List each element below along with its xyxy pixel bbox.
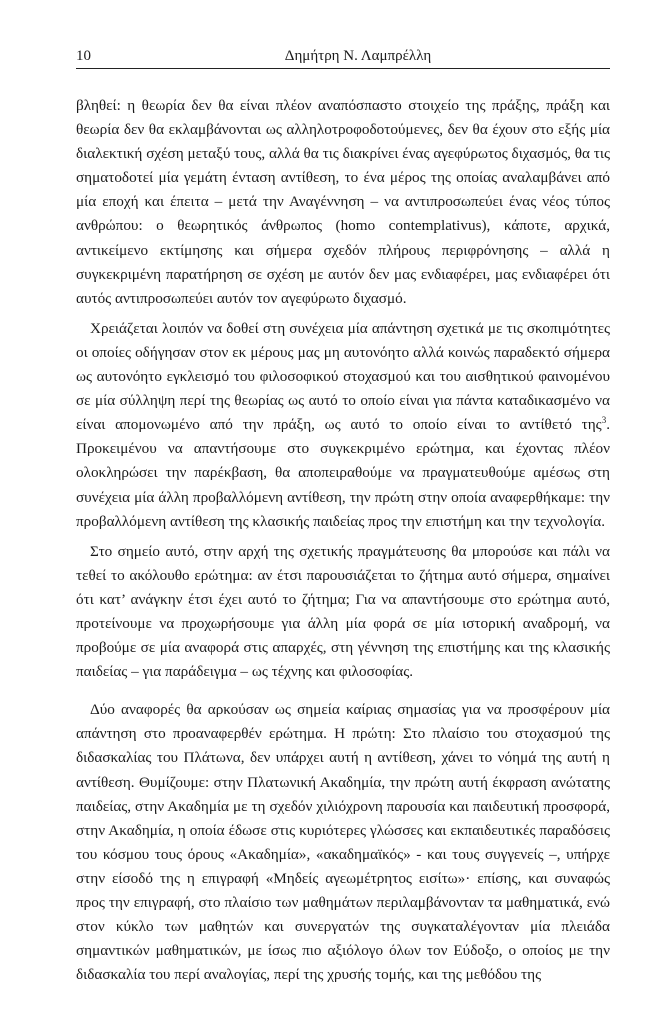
paragraph-4: Δύο αναφορές θα αρκούσαν ως σημεία καίριας σημασίας για να προσφέρουν μία απάντηση στο προαναφερθέν ερώτημα. Η πρώτη: Στο πλαίσιο του στοχασμού της διδασκαλίας του Πλάτωνα, δεν υπάρχει αυτή η αντίθεση, χάνει το νόημά της αυτή η αντίθεση. Θυμίζουμε: στην Πλατωνική Ακαδημία, την πρώτη αυτή έκφραση ανώτατης παιδείας, στην Ακαδημία με τη σχεδόν χιλιόχρονη παρουσία και παιδευτική προσφορά, στην Ακαδημία, η οποία έδωσε στις κυριότερες γλώσσες και εκπαιδευτικές παραδόσεις του κόσμου τους όρους «Ακαδημία», «ακαδημαϊκός» - και τους συγγενείς –, υπήρχε στην είσοδό της η επιγραφή «Μηδείς αγεωμέτρητος εισίτω»· επίσης, και συναφώς προς την επιγραφή, στο πλαίσιο των μαθημάτων περιλαμβάνονταν τα μαθηματικά, ενώ στον κύκλο των μαθητών και συνεργατών της συγκαταλέγονταν μία πλειάδα σημαντικών μαθηματικών, με ίσως πιο αξιόλογο όλων τον Εύδοξο, ο οποίος με την διδασκαλία του περί αναλογίας, περί της χρυσής τομής, και της μεθόδου της: [76, 701, 610, 984]
header-author-name: Δημήτρη Ν. Λαμπρέλλη: [284, 48, 432, 64]
page-number: 10: [76, 48, 91, 64]
paragraph-2: [76, 317, 610, 534]
paragraph-1: βληθεί: η θεωρία δεν θα είναι πλέον αναπόσπαστο στοιχείο της πράξης, πράξη και θεωρία δεν θα εκλαμβάνονται ως αλληλοτροφοδοτούμενες, δεν θα έχουν στο εξής μία διαλεκτική σχέση μεταξύ τους, αλλά θα τις διακρίνει ένας αγεφύρωτος διχασμός, θα τις σηματοδοτεί μία γεμάτη ένταση αντίθεση, το ένα μέρος της οποίας αναλαμβάνει από μία εποχή και έπειτα – μετά την Αναγέννηση – να αντιπροσωπεύει ένας νέος τύπος ανθρώπου: ο θεωρητικός άνθρωπος (homo contemplativus), κάποτε, αρχικά, αντικείμενο εκτίμησης και σήμερα σχεδόν πλήρους περιφρόνησης – αλλά η συγκεκριμένη παρατήρηση σε σχέση με αυτόν δεν μας ενδιαφέρει, μας ενδιαφέρει ότι αυτός αντιπροσωπεύει αυτόν τον αγεφύρωτο διχασμό.: [76, 97, 610, 307]
body-text: [76, 94, 610, 987]
paragraph-3: Στο σημείο αυτό, στην αρχή της σχετικής πραγμάτευσης θα μπορούσε και πάλι να τεθεί το ακόλουθο ερώτημα: αν έτσι παρουσιάζεται το ζήτημα αυτό σήμερα, σημαίνει ότι κατ’ ανάγκην έτσι έχει αυτό το ζήτημα; Για να απαντήσουμε στο ερώτημα αυτό, προτείνουμε να προχωρήσουμε για άλλη μία φορά σε μία ιστορική αναδρομή, να προβούμε σε μία αναφορά στις απαρχές, στη γέννηση της επιστήμης και της κλασικής παιδείας – για παράδειγμα – ως τέχνης και φιλοσοφίας.: [76, 542, 610, 681]
footnote-marker: 3: [601, 415, 607, 426]
paragraph-2-text: Χρειάζεται λοιπόν να δοθεί στη συνέχεια μία απάντηση σχετικά με τις σκοπιμότητες οι οποίες οδήγησαν στον εκ μέρους μας μη αυτονόητο αλλά κοινώς παραδεκτό σήμερα ως αυτονόητο εγκλεισμό του φιλοσοφικού στοχασμού και του αισθητικού φαινομένου σε μία σύλληψη περί της θεωρίας ως αυτό το οποίο είναι για πάντα καταδικασμένο να είναι απομονωμένο από την πράξη, ως αυτό το οποίο είναι το αντίθετό της: [76, 319, 610, 434]
running-header: [76, 46, 610, 69]
paragraph-2-text-continued: . Προκειμένου να απαντήσουμε στο συγκεκριμένο ερώτημα, και έχοντας πλέον ολοκληρώσει την παρέκβαση, θα αποπειραθούμε να πραγματευθούμε αμέσως στη συνέχεια μία άλλη προβαλλόμενη αντίθεση, την πρώτη στην οποία αναφερθήκαμε: την προβαλλόμενη αντίθεση της κλασικής παιδείας προς την επιστήμη και την τεχνολογία.: [76, 416, 610, 530]
